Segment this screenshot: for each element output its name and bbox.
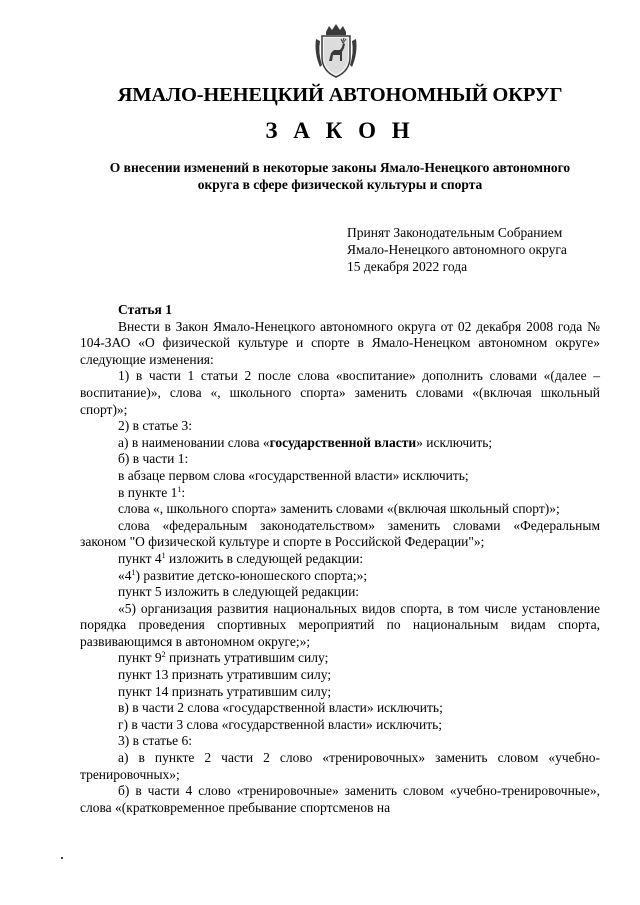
paragraph: а) в пункте 2 части 2 слово «тренировочных» заменить словом «учебно-тренировочных»;: [80, 750, 600, 782]
paragraph: 2) в статье 3:: [118, 418, 192, 434]
adoption-note: [347, 224, 567, 275]
paragraph: слова «, школьного спорта» заменить словами «(включая школьный спорт)»;: [118, 501, 560, 517]
superscript: 1: [161, 550, 166, 560]
text-span: пункт 9: [118, 650, 162, 666]
paragraph: Внести в Закон Ямало-Ненецкого автономного округа от 02 декабря 2008 года № 104-ЗАО «О физической культуре и спорте в Ямало-Ненецком автономном округе» следующие изменения:: [80, 318, 600, 367]
paragraph: [80, 650, 600, 667]
paragraph: г) в части 3 слова «государственной власти» исключить;: [118, 716, 443, 732]
bold-text: государственной власти: [269, 434, 417, 450]
paragraph: пункт 5 изложить в следующей редакции:: [118, 584, 360, 600]
text-span: признать утратившим силу;: [165, 650, 329, 666]
law-subtitle-line2: округа в сфере физической культуры и спорта: [197, 177, 483, 192]
text-span: в пункте 1: [118, 484, 178, 500]
text-span: пункт 4: [118, 550, 162, 566]
paragraph: [80, 485, 600, 502]
scan-speck: [61, 857, 63, 859]
text-span: » исключить;: [416, 434, 493, 450]
paragraph: б) в части 1:: [118, 451, 189, 467]
paragraph: пункт 14 признать утратившим силу;: [118, 683, 332, 699]
paragraph: в абзаце первом слова «государственной власти» исключить;: [118, 467, 469, 483]
paragraph: [80, 551, 600, 568]
paragraph: 3) в статье 6:: [118, 733, 192, 749]
paragraph: б) в части 4 слово «тренировочные» заменить словом «учебно-тренировочные», слова «(кратковременное пребывание спортсменов на: [80, 783, 600, 815]
paragraph: [80, 568, 600, 585]
paragraph: «5) организация развития национальных видов спорта, в том числе установление порядка проведения спортивных мероприятий по национальным видам спорта, развивающимся в автономном округе;»;: [80, 600, 600, 649]
paragraph: слова «федеральным законодательством» заменить словами «Федеральным законом "О физической культуре и спорте в Российской Федерации"»;: [80, 517, 600, 550]
paragraph: 1) в части 1 статьи 2 после слова «воспитание» дополнить словами «(далее – воспитание)», слова «, школьного спорта» заменить словами «(включая школьный спорт)»;: [80, 368, 600, 417]
text-span: изложить в следующей редакции:: [165, 550, 364, 566]
text-span: :: [181, 484, 186, 500]
text-span: «4: [118, 567, 132, 583]
adoption-note-line1: Принят Законодательным Собранием: [347, 225, 563, 240]
region-title: ЯМАЛО-НЕНЕЦКИЙ АВТОНОМНЫЙ ОКРУГ: [117, 84, 563, 106]
document-type-title: З А К О Н: [265, 118, 415, 143]
superscript: 2: [161, 650, 166, 660]
paragraph: [80, 435, 600, 452]
article-heading: Статья 1: [118, 302, 172, 317]
paragraph: пункт 13 признать утратившим силу;: [118, 667, 332, 683]
superscript: 1: [131, 567, 136, 577]
text-span: а) в наименовании слова «: [118, 434, 270, 450]
superscript: 1: [177, 484, 182, 494]
article-body: [80, 302, 600, 816]
law-subtitle: [70, 159, 610, 193]
adoption-date: 15 декабря 2022 года: [347, 259, 468, 274]
coat-of-arms-emblem: [312, 23, 360, 79]
text-span: ) развитие детско-юношеского спорта;»;: [135, 567, 368, 583]
paragraph: в) в части 2 слова «государственной власти» исключить;: [118, 700, 443, 716]
adoption-note-line2: Ямало-Ненецкого автономного округа: [347, 242, 567, 257]
law-subtitle-line1: О внесении изменений в некоторые законы Ямало-Ненецкого автономного: [109, 160, 571, 175]
